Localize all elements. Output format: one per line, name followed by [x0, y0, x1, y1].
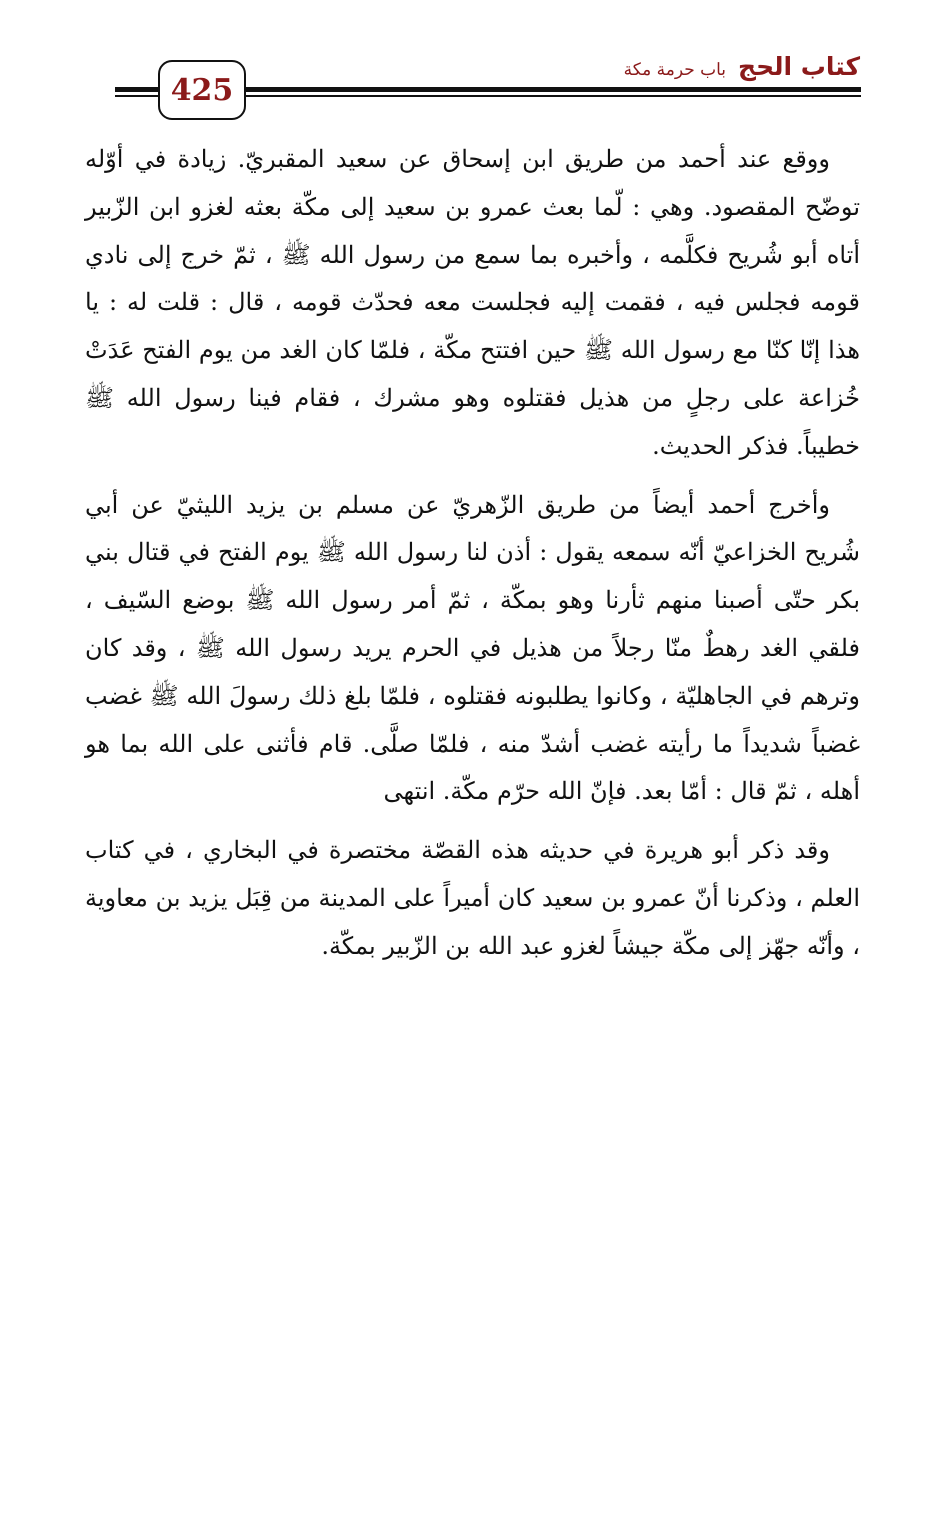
page-body	[85, 136, 860, 971]
paragraph: ووقع عند أحمد من طريق ابن إسحاق عن سعيد المقبريّ. زيادة في أوّله توضّح المقصود. وهي : لّما بعث عمرو بن سعيد إلى مكّة بعثه لغزو ابن الزّبير أتاه أبو شُريح فكلَّمه ، وأخبره بما سمع من رسول الله ﷺ ، ثمّ خرج إلى نادي قومه فجلس فيه ، فقمت إليه فجلست معه فحدّث قومه ، قال : قلت له : يا هذا إنّا كنّا مع رسول الله ﷺ حين افتتح مكّة ، فلمّا كان الغد من يوم الفتح عَدَتْ خُزاعة على رجلٍ من هذيل فقتلوه وهو مشرك ، فقام فينا رسول الله ﷺ خطيباً. فذكر الحديث.	[85, 145, 860, 460]
running-head	[624, 52, 860, 81]
page-number: 425	[158, 60, 246, 120]
paragraph: وقد ذكر أبو هريرة في حديثه هذه القصّة مختصرة في البخاري ، في كتاب العلم ، وذكرنا أنّ عمرو بن سعيد كان أميراً على المدينة من قِبَل يزيد بن معاوية ، وأنّه جهّز إلى مكّة جيشاً لغزو عبد الله بن الزّبير بمكّة.	[85, 836, 860, 960]
page-header	[0, 0, 945, 130]
paragraph: وأخرج أحمد أيضاً من طريق الزّهريّ عن مسلم بن يزيد الليثيّ عن أبي شُريح الخزاعيّ أنّه سمعه يقول : أذن لنا رسول الله ﷺ يوم الفتح في قتال بني بكر حتّى أصبنا منهم ثأرنا وهو بمكّة ، ثمّ أمر رسول الله ﷺ بوضع السّيف ، فلقي الغد رهطٌ منّا رجلاً من هذيل في الحرم يريد رسول الله ﷺ ، وقد كان وترهم في الجاهليّة ، وكانوا يطلبونه فقتلوه ، فلمّا بلغ ذلك رسولَ الله ﷺ غضب غضباً شديداً ما رأيته غضب أشدّ منه ، فلمّا صلَّى. قام فأثنى على الله بما هو أهله ، ثمّ قال : أمّا بعد. فإنّ الله حرّم مكّة. انتهى	[85, 490, 860, 806]
book-title: كتاب الحج	[738, 52, 860, 81]
chapter-title: باب حرمة مكة	[623, 60, 727, 80]
